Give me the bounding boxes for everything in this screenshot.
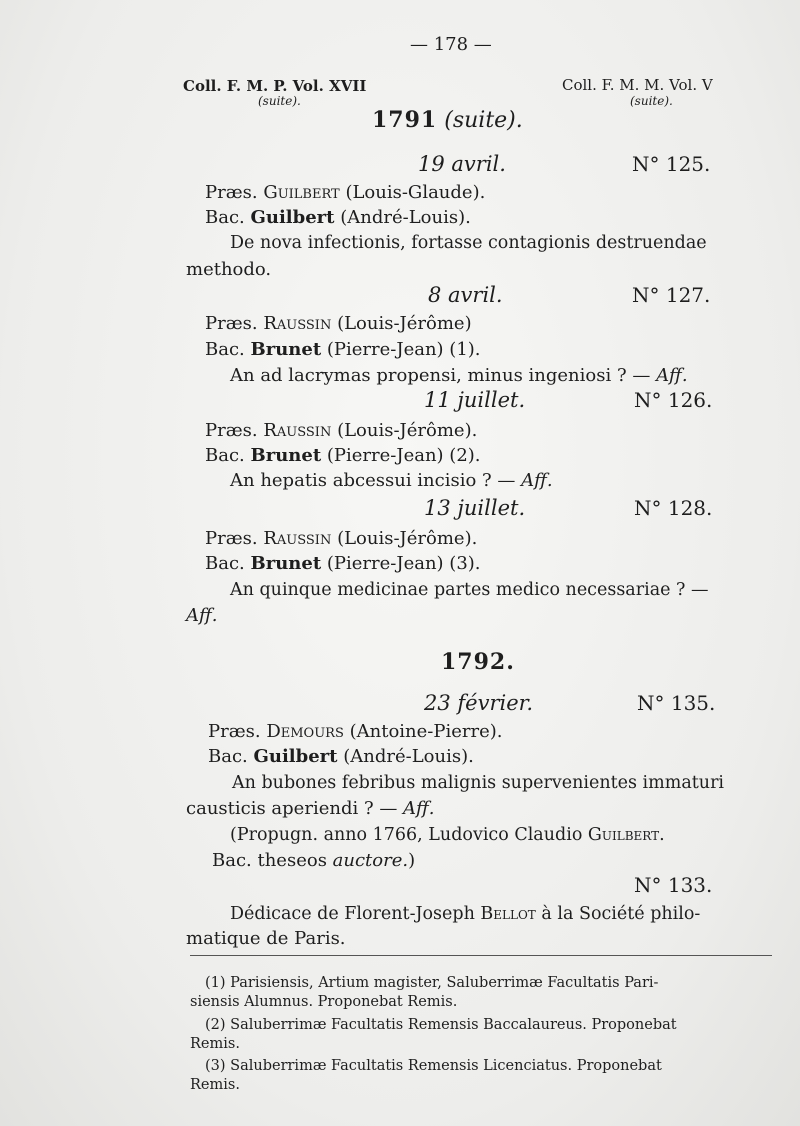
- propugn-auctore: auctore.: [332, 850, 409, 871]
- year-heading-1791: [372, 106, 523, 135]
- thesis-text: An hepatis abcessui incisio ? —: [230, 470, 522, 491]
- propugn-text: (Propugn. anno 1766, Ludovico Claudio: [230, 825, 588, 845]
- bac-firstnames: (Pierre-Jean) (3).: [326, 553, 481, 574]
- thesis-text: An ad lacrymas propensi, minus ingeniosi ? —: [230, 365, 657, 386]
- entry-date: 19 avril.: [418, 152, 506, 176]
- entry-number: N° 126.: [634, 388, 713, 412]
- praeses-line: [205, 528, 477, 550]
- dedication-name: Bellot: [480, 904, 536, 924]
- bachelor-line: [205, 445, 481, 467]
- thesis-title: An quinque medicinae partes medico necessariae ? —: [230, 580, 709, 600]
- footnote-rule: [190, 955, 772, 956]
- praes-firstnames: (Louis-Jérôme).: [337, 420, 478, 441]
- entry-date: 13 juillet.: [424, 496, 526, 520]
- praes-label: Præs.: [205, 182, 258, 203]
- praes-firstnames: (Louis-Jérôme).: [337, 528, 478, 549]
- right-suite: (suite).: [630, 94, 673, 108]
- propugn-name: Guilbert.: [587, 825, 665, 845]
- praes-name: Demours: [266, 721, 344, 742]
- thesis-title: [230, 470, 553, 492]
- thesis-affirmative: Aff.: [656, 365, 688, 386]
- bac-firstnames: (Pierre-Jean) (1).: [326, 339, 481, 360]
- entry-number: N° 128.: [634, 496, 713, 520]
- dedication-line-cont: matique de Paris.: [186, 928, 346, 949]
- bac-label: Bac.: [205, 339, 245, 360]
- thesis-affirmative: Aff.: [186, 605, 218, 626]
- praes-name: Raussin: [263, 420, 332, 441]
- bac-name: Brunet: [250, 553, 322, 574]
- entry-number: N° 135.: [637, 691, 716, 715]
- praes-firstnames: (Louis-Jérôme): [337, 313, 472, 334]
- praes-firstnames: (Antoine-Pierre).: [349, 721, 503, 742]
- thesis-affirmative: Aff.: [403, 798, 435, 819]
- bac-name: Brunet: [250, 339, 322, 360]
- year-heading-1792: 1792.: [441, 649, 515, 675]
- year-suite: (suite).: [444, 108, 523, 133]
- dedication-line: [230, 903, 700, 925]
- year-1791: 1791: [372, 107, 438, 133]
- footnote-1-cont: siensis Alumnus. Proponebat Remis.: [190, 994, 458, 1010]
- thesis-title-cont: methodo.: [186, 259, 272, 280]
- propugn-text: Bac. theseos: [212, 850, 333, 871]
- footnote-3: (3) Saluberrimæ Facultatis Remensis Licenciatus. Proponebat: [205, 1058, 662, 1074]
- bac-label: Bac.: [205, 207, 245, 228]
- praes-label: Præs.: [205, 528, 258, 549]
- bachelor-line: [208, 746, 474, 768]
- praes-label: Præs.: [208, 721, 261, 742]
- page-number: — 178 —: [410, 34, 492, 55]
- praes-firstnames: (Louis-Glaude).: [345, 182, 486, 203]
- bac-firstnames: (André-Louis).: [343, 746, 474, 767]
- footnote-2: (2) Saluberrimæ Facultatis Remensis Baccalaureus. Proponebat: [205, 1017, 677, 1033]
- bac-firstnames: (André-Louis).: [340, 207, 471, 228]
- bac-label: Bac.: [208, 746, 248, 767]
- thesis-affirmative: Aff.: [521, 470, 553, 491]
- praes-name: Raussin: [263, 313, 332, 334]
- bachelor-line: [205, 553, 481, 575]
- bac-firstnames: (Pierre-Jean) (2).: [326, 445, 481, 466]
- thesis-title: [230, 365, 688, 387]
- entry-number: N° 127.: [632, 283, 711, 307]
- footnote-1: (1) Parisiensis, Artium magister, Saluberrimæ Facultatis Pari-: [205, 975, 659, 991]
- thesis-text: causticis aperiendi ? —: [186, 798, 404, 819]
- dedication-text-2: à la Société philo-: [535, 904, 701, 924]
- propugn-close: ): [408, 850, 416, 871]
- right-collection-ref: Coll. F. M. M. Vol. V: [562, 76, 713, 94]
- praes-name: Raussin: [263, 528, 332, 549]
- praes-label: Præs.: [205, 313, 258, 334]
- thesis-title: An bubones febribus malignis supervenientes immaturi: [232, 773, 725, 793]
- bac-label: Bac.: [205, 445, 245, 466]
- praeses-line: [205, 182, 485, 204]
- entry-date: 8 avril.: [428, 283, 503, 307]
- praes-name: Guilbert: [263, 182, 340, 203]
- dedication-text: Dédicace de Florent-Joseph: [230, 904, 481, 924]
- entry-number: N° 125.: [632, 152, 711, 176]
- thesis-title-cont: [186, 798, 435, 820]
- entry-date: 23 février.: [424, 691, 534, 715]
- bac-name: Brunet: [250, 445, 322, 466]
- propugnatio-note-cont: [212, 850, 415, 872]
- bac-name: Guilbert: [250, 207, 335, 228]
- praeses-line: [205, 420, 477, 442]
- footnote-2-cont: Remis.: [190, 1036, 240, 1052]
- entry-number: N° 133.: [634, 873, 713, 897]
- praeses-line: [205, 313, 472, 335]
- thesis-title: De nova infectionis, fortasse contagionis destruendae: [230, 233, 707, 253]
- bachelor-line: [205, 339, 481, 361]
- bachelor-line: [205, 207, 471, 229]
- bac-name: Guilbert: [253, 746, 338, 767]
- bac-label: Bac.: [205, 553, 245, 574]
- left-suite: (suite).: [258, 94, 301, 108]
- footnote-3-cont: Remis.: [190, 1077, 240, 1093]
- left-collection-ref: Coll. F. M. P. Vol. XVII: [183, 77, 367, 95]
- praeses-line: [208, 721, 503, 743]
- propugnatio-note: [230, 824, 665, 846]
- entry-date: 11 juillet.: [424, 388, 526, 412]
- praes-label: Præs.: [205, 420, 258, 441]
